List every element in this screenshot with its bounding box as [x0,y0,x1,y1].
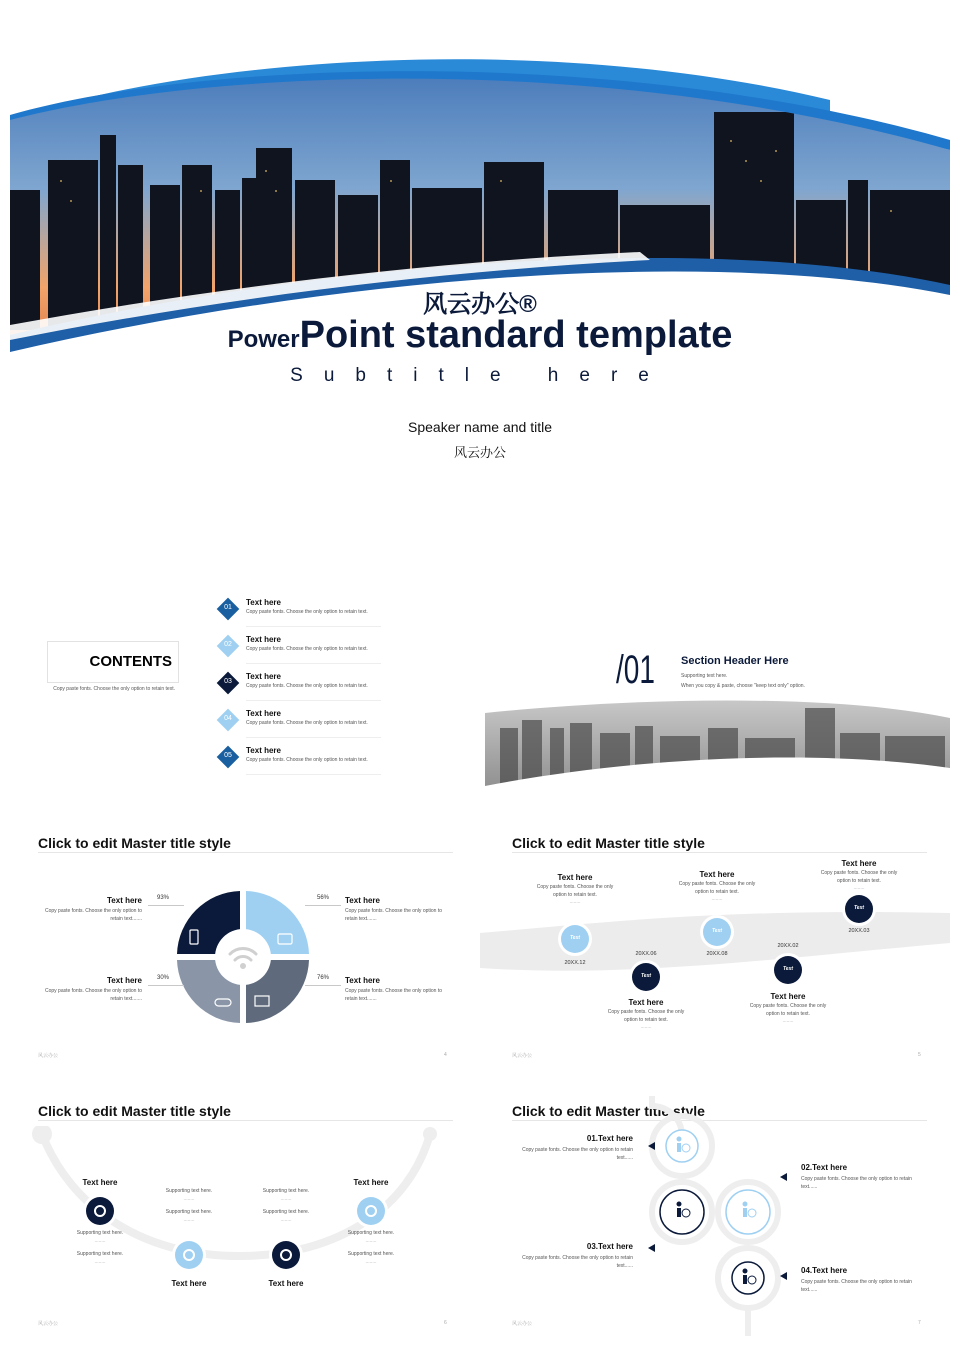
item-title: Text here [246,598,281,607]
support-line-2: Supporting text here. [165,1209,213,1215]
column-text [144,1188,234,1224]
brand-title: 风云办公® [423,291,537,318]
stopwatch-icon [86,1197,114,1225]
section-line2: When you copy & paste, choose "keep text only" option. [681,683,805,689]
column-heading: Text here [353,1178,389,1187]
item-desc: Copy paste fonts. Choose the only option to retain text....... [44,908,142,922]
node-date: 20XX.12 [564,960,586,966]
item-desc: Copy paste fonts. Choose the only option to retain text. [246,646,368,652]
item-desc: Copy paste fonts. Choose the only option to retain text. [246,683,368,689]
item-desc: Copy paste fonts. Choose the only option to retain text. [246,720,368,726]
item-desc: Copy paste fonts. Choose the only option to retain text....... [345,908,443,922]
support-dots: ........ [280,1195,292,1202]
node-dots: ........ [640,1024,652,1030]
connector-line [305,985,341,986]
stopwatch-face [365,1205,377,1217]
timeline-node [700,915,734,949]
support-line-2: Supporting text here. [262,1209,310,1215]
section-slide [480,563,960,808]
page-number: 5 [918,1052,921,1058]
feature-item [345,976,447,1003]
node-date: 20XX.08 [706,951,728,957]
item-desc: Copy paste fonts. Choose the only option to retain text....... [44,988,142,1002]
item-title: Text here [107,976,142,985]
item-number: 04 [224,715,232,722]
node-dots: ........ [711,896,723,902]
column-heading: Text here [82,1178,118,1187]
support-dots: ........ [365,1237,377,1244]
contents-item[interactable] [218,709,383,739]
arrow-icon [780,1272,787,1280]
percent-label: 76% [317,975,330,981]
arrow-icon [648,1142,655,1150]
title-rule [38,852,453,853]
node-circle [774,956,802,984]
column-heading: Text here [171,1279,207,1288]
slide-title: Click to edit Master title style [38,1103,231,1119]
slide-5 [480,828,960,1068]
support-dots: ........ [365,1258,377,1265]
circle-nodes [630,1096,810,1336]
contents-box [47,641,179,683]
slide-7 [480,1096,960,1336]
support-dots: ........ [183,1216,195,1223]
node-text [814,859,904,893]
support-line-1: Supporting text here. [76,1230,124,1236]
node-label: Text [782,966,794,972]
slide-title: Click to edit Master title style [38,835,231,851]
section-header: Section Header Here [681,655,789,667]
node-label: Text [711,928,723,934]
main-title [0,314,960,357]
icon-node [269,1238,303,1272]
node-label: Text [569,935,581,941]
node-desc: Copy paste fonts. Choose the only option to retain text. [820,870,898,884]
slide-footer: 风云办公 [512,1053,533,1059]
connector-line [148,985,184,986]
item-title: Text here [246,746,281,755]
support-line-1: Supporting text here. [262,1188,310,1194]
connector-line [305,905,341,906]
icon-node [83,1194,117,1228]
item-desc: Copy paste fonts. Choose the only option to retain text. [246,757,368,763]
contents-item[interactable] [218,635,383,665]
step-item [801,1163,924,1191]
node-desc: Copy paste fonts. Choose the only option to retain text. [607,1009,685,1023]
slide-title: Click to edit Master title style [512,1103,705,1119]
contents-item[interactable] [218,746,383,776]
icon-node [172,1238,206,1272]
node-heading: Text here [770,992,806,1001]
timeline-node [558,922,592,956]
column-text [241,1188,331,1224]
contents-heading: CONTENTS [89,653,172,670]
item-divider [246,774,381,775]
column-text [326,1230,416,1266]
node-circle [845,895,873,923]
support-dots: ........ [183,1195,195,1202]
timeline-node [771,953,805,987]
item-number: 03 [224,678,232,685]
support-line-1: Supporting text here. [347,1230,395,1236]
percent-label: 30% [157,975,170,981]
title-rule [512,852,927,853]
slide-title: Click to edit Master title style [512,835,705,851]
node-circle [561,925,589,953]
feature-item [345,896,447,923]
step-title: 03.Text here [586,1242,633,1251]
support-dots: ........ [280,1216,292,1223]
node-dots: ........ [782,1018,794,1024]
slide-4 [0,828,480,1068]
timeline-node [629,960,663,994]
step-desc: Copy paste fonts. Choose the only option to retain text...... [801,1176,912,1190]
support-line-2: Supporting text here. [76,1251,124,1257]
node-text [601,998,691,1032]
connector-line [148,905,184,906]
item-desc: Copy paste fonts. Choose the only option to retain text. [246,609,368,615]
contents-item[interactable] [218,672,383,702]
item-title: Text here [345,896,380,905]
stopwatch-face [183,1249,195,1261]
support-dots: ........ [94,1237,106,1244]
section-line1: Supporting text here. [681,673,728,679]
step-desc: Copy paste fonts. Choose the only option to retain text...... [801,1279,912,1293]
feature-item [40,896,142,923]
node-heading: Text here [841,859,877,868]
section-number: /01 [616,648,655,692]
step-item [510,1242,633,1270]
stopwatch-face [94,1205,106,1217]
timeline-node [842,892,876,926]
stopwatch-icon [175,1241,203,1269]
ring-diagram [170,888,315,1023]
node-desc: Copy paste fonts. Choose the only option to retain text. [536,884,614,898]
step-desc: Copy paste fonts. Choose the only option to retain text...... [522,1147,633,1161]
contents-slide [0,563,480,808]
item-desc: Copy paste fonts. Choose the only option to retain text....... [345,988,443,1002]
step-item [510,1134,633,1162]
percent-label: 93% [157,895,170,901]
item-divider [246,626,381,627]
step-item [801,1266,924,1294]
support-line-2: Supporting text here. [347,1251,395,1257]
contents-item[interactable] [218,598,383,628]
slide-footer: 风云办公 [38,1053,59,1059]
node-dots: ........ [853,885,865,891]
page-number: 7 [918,1320,921,1326]
support-dots: ........ [94,1258,106,1265]
step-title: 01.Text here [586,1134,633,1143]
item-title: Text here [107,896,142,905]
item-title: Text here [246,635,281,644]
main-title-small: Power [227,326,300,353]
percent-label: 56% [317,895,330,901]
page-number: 4 [444,1052,447,1058]
title-rule [38,1120,453,1121]
support-line-1: Supporting text here. [165,1188,213,1194]
node-circle [703,918,731,946]
step-title: 02.Text here [801,1163,848,1172]
arrow-icon [648,1244,655,1252]
arrow-icon [780,1173,787,1181]
feature-item [40,976,142,1003]
column-heading: Text here [268,1279,304,1288]
node-text [530,873,620,907]
slide-footer: 风云办公 [512,1321,533,1327]
speaker-name: Speaker name and title [408,419,552,435]
node-heading: Text here [557,873,593,882]
node-date: 20XX.03 [848,928,870,934]
contents-desc: Copy paste fonts. Choose the only option to retain text. [53,686,175,692]
organization: 风云办公 [453,445,506,460]
stopwatch-icon [357,1197,385,1225]
page-number: 6 [444,1320,447,1326]
node-text [672,870,762,904]
column-text [55,1230,145,1266]
gray-city-banner [480,698,960,798]
node-label: Text [853,905,865,911]
icon-node [354,1194,388,1228]
node-desc: Copy paste fonts. Choose the only option to retain text. [678,881,756,895]
node-desc: Copy paste fonts. Choose the only option to retain text. [749,1003,827,1017]
node-text [743,992,833,1026]
item-divider [246,663,381,664]
cover-slide [0,0,960,540]
node-date: 20XX.06 [635,951,657,957]
subtitle: Subtitle here [290,365,670,386]
step-desc: Copy paste fonts. Choose the only option to retain text...... [522,1255,633,1269]
node-label: Text [640,973,652,979]
slide-6 [0,1096,480,1336]
item-divider [246,737,381,738]
stopwatch-face [280,1249,292,1261]
node-date: 20XX.02 [777,943,799,949]
item-number: 01 [224,604,232,611]
item-number: 02 [224,641,232,648]
stopwatch-icon [272,1241,300,1269]
item-number: 05 [224,752,232,759]
main-title-big: Point standard template [299,314,733,356]
item-divider [246,700,381,701]
node-dots: ........ [569,899,581,905]
step-title: 04.Text here [801,1266,848,1275]
node-circle [632,963,660,991]
node-heading: Text here [628,998,664,1007]
slide-footer: 风云办公 [38,1321,59,1327]
node-heading: Text here [699,870,735,879]
item-title: Text here [246,672,281,681]
item-title: Text here [246,709,281,718]
item-title: Text here [345,976,380,985]
